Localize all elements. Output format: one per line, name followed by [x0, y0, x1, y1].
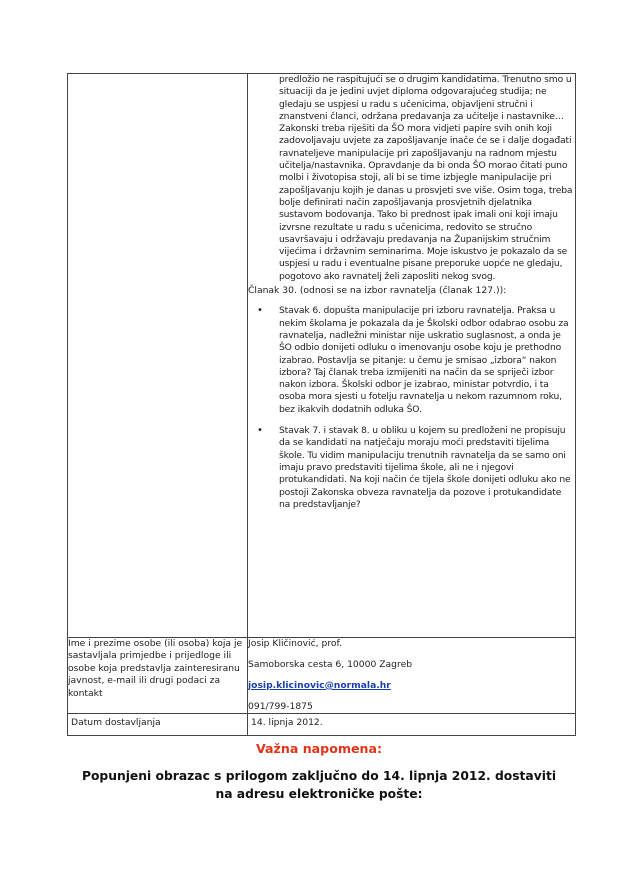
comment-form-table [67, 73, 576, 736]
contact-address: Samoborska cesta 6, 10000 Zagreb [248, 658, 413, 670]
bullet-text: Stavak 7. i stavak 8. u obliku u kojem su predloženi ne propisuju da se kandidati na natječaju moraju moći predstaviti tijelima škole. Tu vidim manipulaciju trenutnih ravnatelja da se samo oni imaju pravo predstaviti tijelima škole, ali ne i njegovi protukandidati. Na koji način će tijela škole donijeti odluku ako ne postoji Zakonska obveza ravnatelja da pozove i protukandidate na predstavljanje? [279, 425, 571, 510]
date-value: 14. lipnja 2012. [248, 714, 576, 736]
date-row [68, 714, 576, 736]
contact-label: Ime i prezime osobe (ili osoba) koja je sastavljala primjedbe i prijedloge ili osobe koja predstavlja zainteresiranu javnost, e-mail ili drugi podaci za kontakt [68, 638, 248, 714]
bullet-text: Stavak 6. dopušta manipulacije pri izboru ravnatelja. Praksa u nekim školama je pokazala da je Školski odbor odabrao osobu za ravnatelja, nadležni ministar nije uskratio suglasnost, a onda je ŠO odbio donijeti odluku o imenovanju osobe koju je prethodno izabrao. Postavlja se pitanje: u čemu je smisao „izbora“ nakon izbora? Taj članak treba izmijeniti na način da se spriječi izbor nakon izbora. Školski odbor je izabrao, ministar potvrdio, i ta osoba mora sjesti u fotelju ravnatelja u nekom razumnom roku, bez ikakvih dodatnih odluka ŠO. [279, 305, 569, 415]
contact-name: Josip Kličinović, prof. [248, 638, 342, 649]
bullet-icon: • [257, 305, 263, 317]
contact-email-link[interactable]: josip.klicinovic@normala.hr [248, 679, 391, 691]
comment-row [68, 74, 576, 638]
bullet-item [257, 305, 575, 416]
comment-label-cell [68, 74, 248, 638]
bullet-icon: • [257, 425, 263, 437]
contact-phone: 091/799-1875 [248, 700, 313, 712]
contact-row [68, 638, 576, 714]
intro-paragraph: predložio ne raspitujući se o drugim kandidatima. Trenutno smo u situaciji da je jedini uvjet diploma odgovarajućeg studija; ne gledaju se uspjesi u radu s učenicima, objavljeni stručni i znanstveni članci, održana predavanja za učitelje i nastavnike… Zakonski treba riješiti da ŠO mora vidjeti papire svih onih koji zadovoljavaju uvjete za zapošljavanje inače će se i dalje događati ravnateljeve manipulacije pri zapošljavanju na radnom mjestu učitelja/nastavnika. Opravdanje da bi onda ŠO morao čitati puno molbi i životopisa stoji, ali bi se time izbjegle manipulacije pri zapošljavanju kojih je danas u prosvjeti sve više. Osim toga, treba bolje definirati način zapošljavanja prosvjetnih djelatnika sustavom bodovanja. Tako bi prednost ipak imali oni koji imaju izvrsne rezultate u radu s učenicima, redovito se stručno usavršavaju i održavaju predavanja na Županijskim stručnim vijećima i državnim seminarima. Moje iskustvo je pokazalo da se uspjesi u radu i eventualne pisane preporuke uopće ne gledaju, pogotovo ako ravnatelj želi zaposliti nekog svog. [279, 74, 573, 282]
important-note-title: Važna napomena: [255, 741, 383, 756]
date-label: Datum dostavljanja [68, 714, 248, 736]
contact-details [248, 638, 576, 714]
bullet-item [257, 425, 575, 511]
comment-text-cell [248, 74, 576, 638]
important-note-body: Popunjeni obrazac s prilogom zaključno do 14. lipnja 2012. dostaviti na adresu elektroničke pošte: [81, 769, 557, 801]
article-heading: Članak 30. (odnosi se na izbor ravnatelja (članak 127.)): [248, 285, 507, 297]
